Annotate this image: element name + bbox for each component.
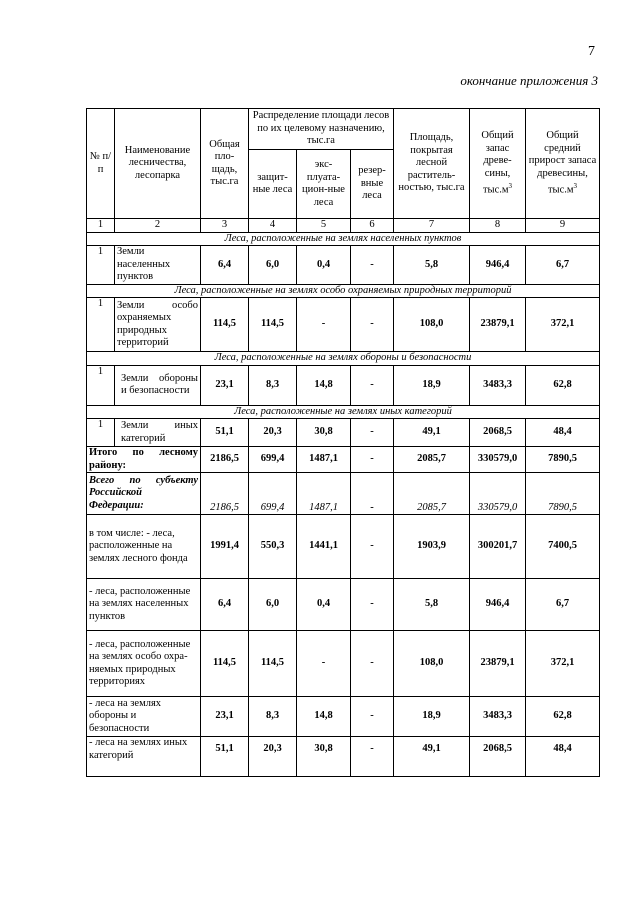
table-row: 1 Земли иных категорий 51,1 20,3 30,8 - 49,1 2068,5 48,4 <box>87 419 600 447</box>
table-row: 1 Земли особо охраняемых природных территорий 114,5 114,5 - - 108,0 23879,1 372,1 <box>87 298 600 352</box>
col-number: 8 <box>470 219 526 233</box>
page-number: 7 <box>588 44 595 59</box>
header-stock: Общий запас древе-сины, $тыс.м^3$ <box>470 109 526 219</box>
table-row: 1 Земли обороны и безопасности 23,1 8,3 14,8 - 18,9 3483,3 62,8 <box>87 365 600 405</box>
col-number: 1 <box>87 219 115 233</box>
col-number: 4 <box>249 219 297 233</box>
table-row: Всего по субъекту Российской Федерации: 2186,5 699,4 1487,1 - 2085,7 330579,0 7890,5 <box>87 473 600 515</box>
section-header: Леса, расположенные на землях особо охраняемых природных территорий <box>87 284 600 298</box>
header-protective: защит-ные леса <box>249 150 297 219</box>
column-numbers-row <box>87 219 600 233</box>
table-row: Итого по лесному району: 2186,5 699,4 1487,1 - 2085,7 330579,0 7890,5 <box>87 447 600 473</box>
table-row: - леса, расположенные на землях населенных пунктов 6,4 6,0 0,4 - 5,8 946,4 6,7 <box>87 579 600 631</box>
header-reserve: резер-вные леса <box>351 150 394 219</box>
col-number: 2 <box>115 219 201 233</box>
header-forest-covered: Площадь, покрытая лесной раститель-ностью, тыс.га <box>394 109 470 219</box>
section-header: Леса, расположенные на землях населенных пунктов <box>87 232 600 246</box>
section-header: Леса, расположенные на землях обороны и безопасности <box>87 352 600 366</box>
section-header: Леса, расположенные на землях иных категорий <box>87 405 600 419</box>
header-total-area: Общая пло-щадь, тыс.га <box>201 109 249 219</box>
col-number: 3 <box>201 219 249 233</box>
header-exploitation: экс-плуата-цион-ные леса <box>297 150 351 219</box>
table-row: в том числе: - леса, расположенные на землях лесного фонда 1991,4 550,3 1441,1 - 1903,9 300201,7 7400,5 <box>87 515 600 579</box>
table-row: 1 Земли населенных пунктов 6,4 6,0 0,4 - 5,8 946,4 6,7 <box>87 246 600 285</box>
col-number: 5 <box>297 219 351 233</box>
col-number: 6 <box>351 219 394 233</box>
col-number: 9 <box>526 219 600 233</box>
header-distribution: Распределение площади лесов по их целевому назначению, тыс.га <box>249 109 394 150</box>
header-name: Наименование лесничества, лесопарка <box>115 109 201 219</box>
table-row: - леса на землях иных категорий 51,1 20,3 30,8 - 49,1 2068,5 48,4 <box>87 737 600 777</box>
header-growth: Общий средний прирост запаса древесины, $тыс.м^3$ <box>526 109 600 219</box>
col-number: 7 <box>394 219 470 233</box>
table-row: - леса на землях обороны и безопасности 23,1 8,3 14,8 - 18,9 3483,3 62,8 <box>87 697 600 737</box>
header-num: № п/п <box>87 109 115 219</box>
forest-data-table <box>86 108 600 777</box>
table-row: - леса, расположенные на землях особо охра-няемых природных территориях 114,5 114,5 - - 108,0 23879,1 372,1 <box>87 631 600 697</box>
appendix-subtitle: окончание приложения 3 <box>460 73 598 88</box>
